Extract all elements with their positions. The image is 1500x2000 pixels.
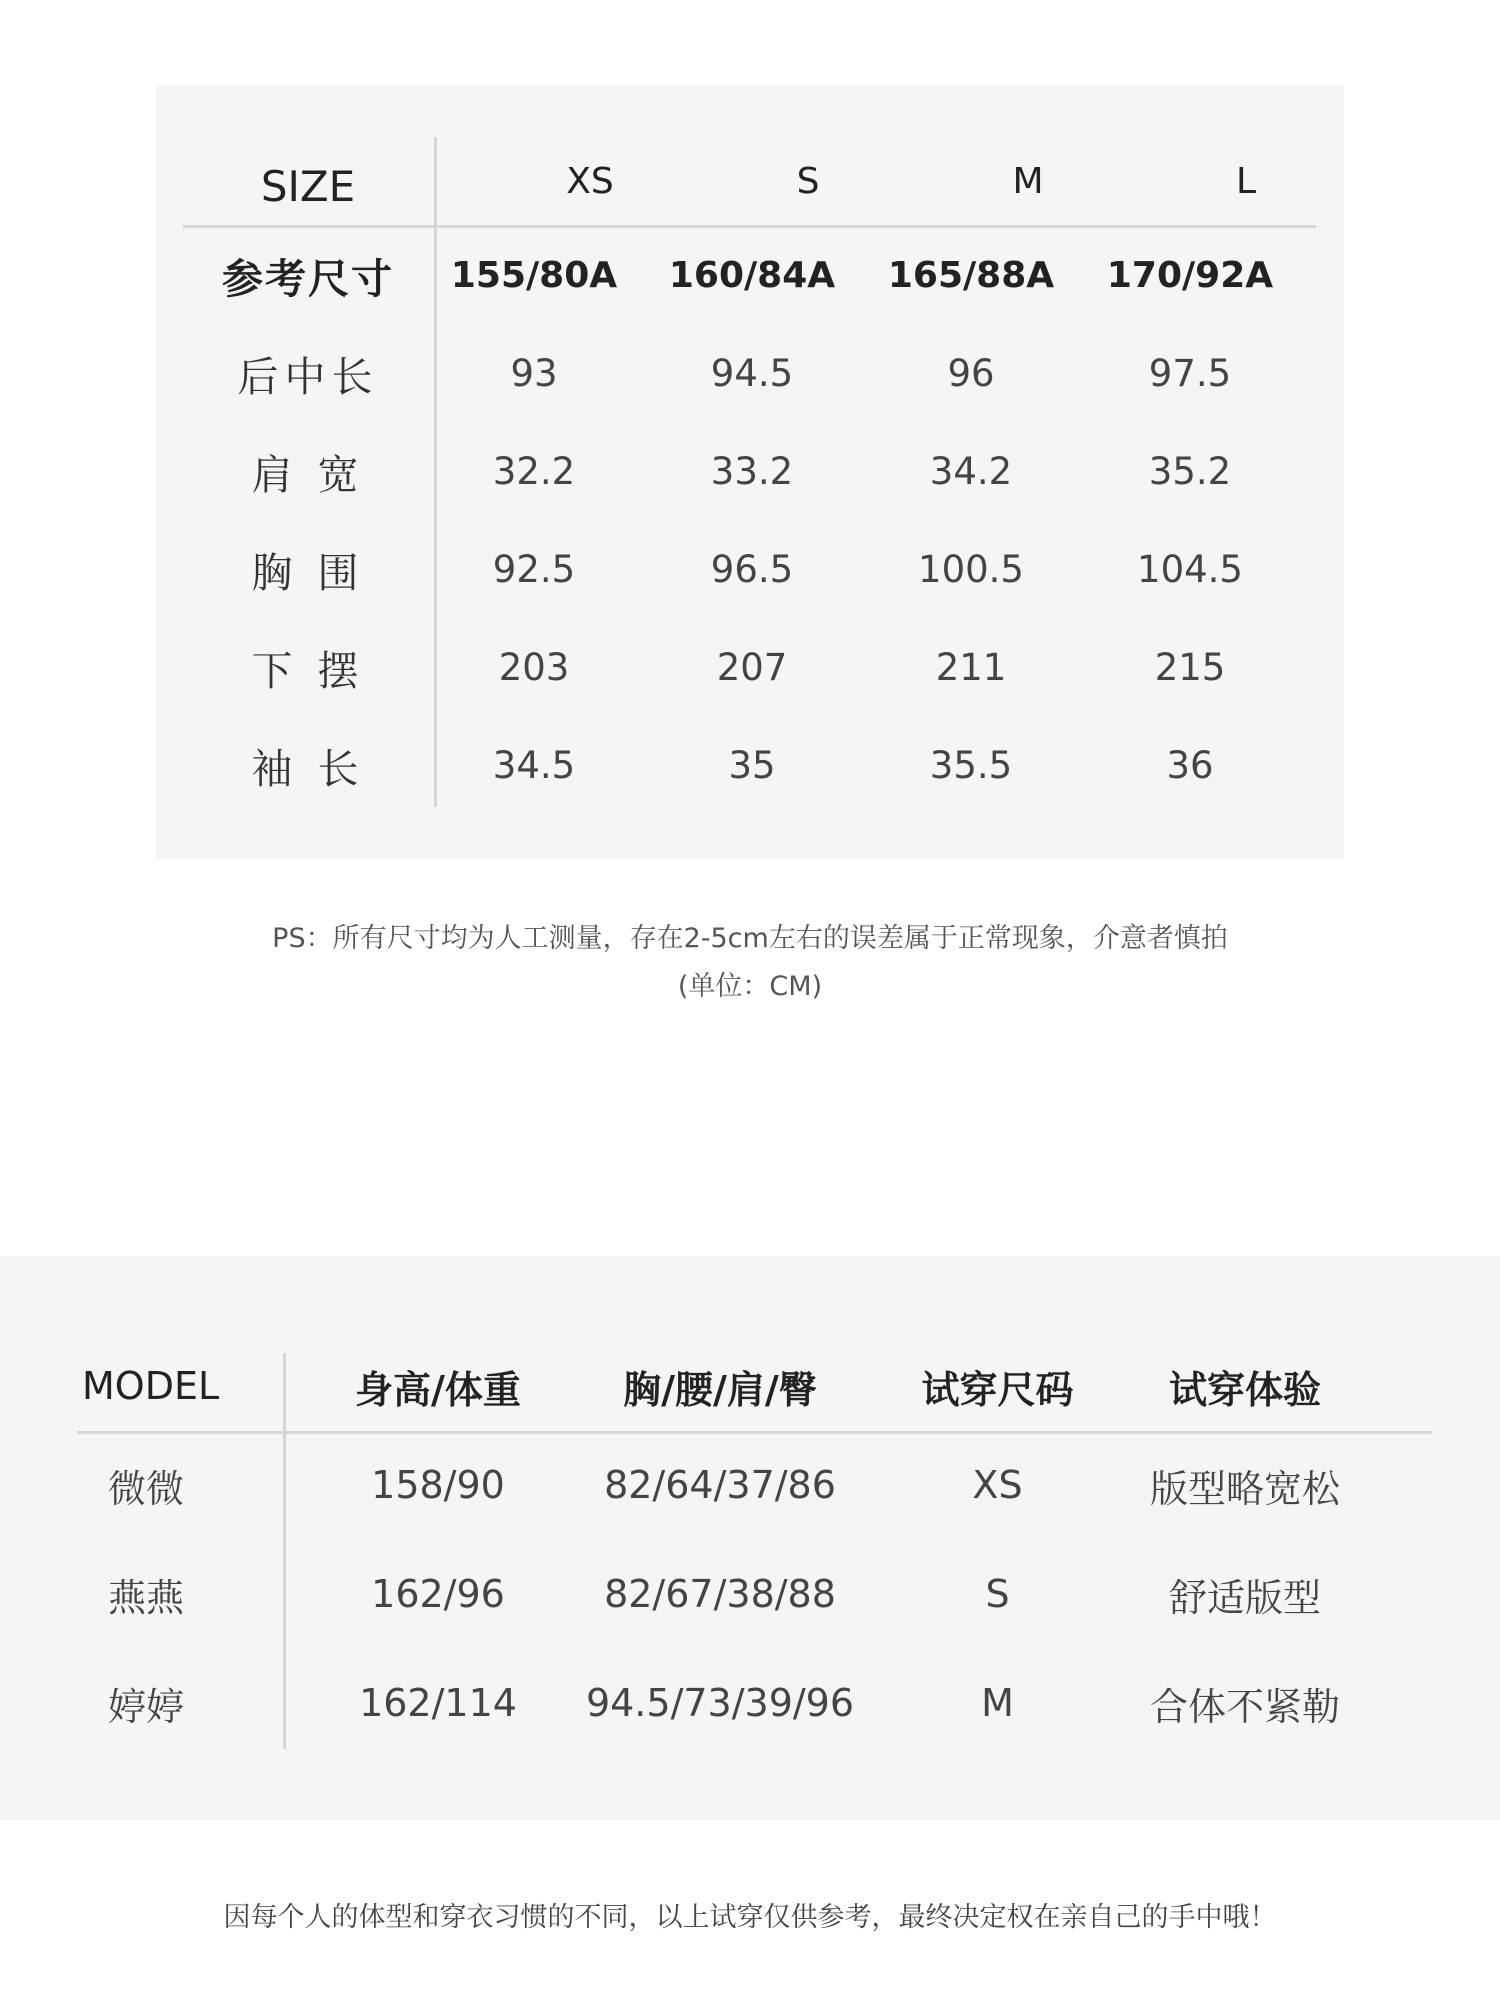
size-cell: 35 (728, 743, 776, 787)
model-table-panel (0, 1256, 1500, 1820)
model-table-vertical-divider (283, 1353, 286, 1749)
size-cell: 96.5 (710, 547, 794, 591)
model-header-fit-experience: 试穿体验 (1168, 1367, 1321, 1412)
size-row-label-shoulder: 肩 宽 (251, 450, 365, 499)
model-header-fitted-size: 试穿尺码 (921, 1367, 1074, 1412)
size-cell: 97.5 (1148, 351, 1232, 395)
size-cell: 203 (498, 645, 570, 689)
fit-disclaimer: 因每个人的体型和穿衣习惯的不同，以上试穿仅供参考，最终决定权在亲自己的手中哦！ (223, 1902, 1277, 1933)
measurement-note-line: PS：所有尺寸均为人工测量，存在2-5cm左右的误差属于正常现象，介意者慎拍 (272, 923, 1228, 954)
size-cell: 92.5 (492, 547, 576, 591)
model-cell: 94.5/73/39/96 (585, 1681, 855, 1725)
size-cell: 34.2 (929, 449, 1013, 493)
size-chart-panel (156, 86, 1344, 859)
size-cell: 104.5 (1137, 547, 1243, 591)
size-header-m: M (1012, 160, 1044, 202)
model-cell: 82/64/37/86 (604, 1463, 836, 1507)
size-cell: 34.5 (492, 743, 576, 787)
size-cell: 160/84A (668, 254, 836, 296)
size-header-label: SIZE (260, 161, 356, 211)
unit-note: (单位：CM) (677, 971, 823, 1002)
size-cell: 94.5 (710, 351, 794, 395)
model-cell: 162/114 (359, 1681, 517, 1725)
model-table-header-divider (77, 1431, 1432, 1434)
model-name: 微微 (108, 1466, 185, 1511)
size-row-label-back-length: 后中长 (237, 352, 379, 401)
size-row-label-hem: 下 摆 (251, 646, 365, 695)
size-cell: 35.2 (1148, 449, 1232, 493)
size-cell: 165/88A (887, 254, 1055, 296)
size-cell: 207 (716, 645, 788, 689)
size-cell: 93 (510, 351, 558, 395)
size-cell: 211 (935, 645, 1007, 689)
model-header-label: MODEL (82, 1364, 220, 1408)
measurement-note (0, 915, 1500, 1011)
size-cell: 155/80A (450, 254, 618, 296)
size-cell: 96 (947, 351, 995, 395)
model-cell: M (981, 1681, 1014, 1725)
size-header-s: S (796, 160, 820, 202)
model-header-height-weight: 身高/体重 (355, 1367, 521, 1412)
model-cell: 合体不紧勒 (1149, 1684, 1340, 1729)
size-cell: 100.5 (918, 547, 1024, 591)
size-row-label-chest: 胸 围 (251, 548, 365, 597)
model-cell: 82/67/38/88 (604, 1572, 836, 1616)
size-header-l: L (1235, 160, 1257, 202)
size-header-xs: XS (566, 160, 614, 202)
model-cell: S (985, 1572, 1010, 1616)
size-row-label-sleeve: 袖 长 (251, 744, 365, 793)
model-cell: 舒适版型 (1168, 1575, 1321, 1620)
model-name: 婷婷 (108, 1684, 185, 1729)
size-cell: 32.2 (492, 449, 576, 493)
model-cell: 版型略宽松 (1149, 1466, 1340, 1511)
size-cell: 33.2 (710, 449, 794, 493)
size-cell: 170/92A (1106, 254, 1274, 296)
size-cell: 35.5 (929, 743, 1013, 787)
model-cell: 158/90 (371, 1463, 505, 1507)
model-name: 燕燕 (108, 1575, 185, 1620)
size-cell: 215 (1154, 645, 1226, 689)
model-cell: 162/96 (371, 1572, 505, 1616)
model-header-measurements: 胸/腰/肩/臀 (623, 1367, 817, 1412)
model-cell: XS (972, 1463, 1023, 1507)
size-row-label-reference: 参考尺寸 (222, 254, 394, 303)
size-cell: 36 (1166, 743, 1214, 787)
